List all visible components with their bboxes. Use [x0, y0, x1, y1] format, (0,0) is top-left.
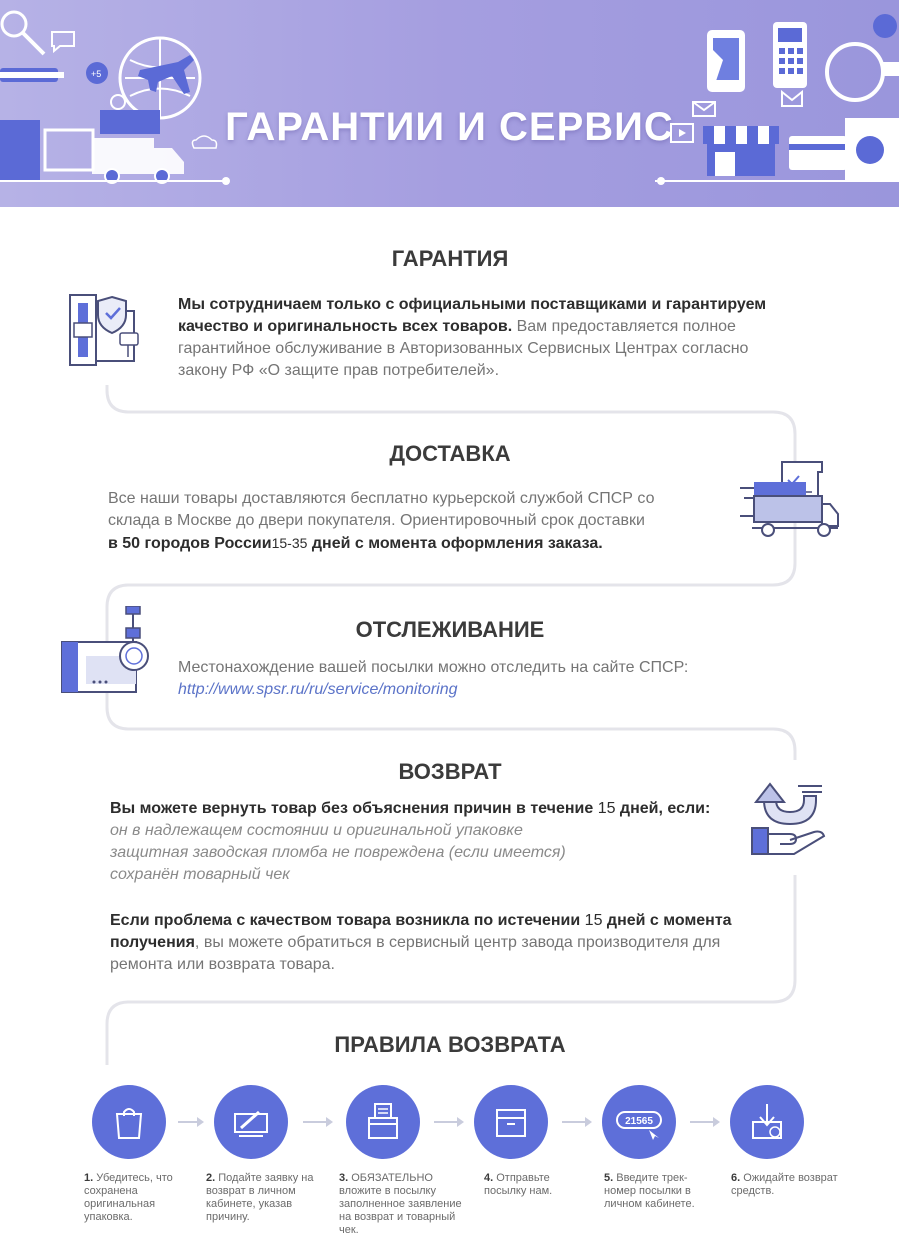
step-4-circle	[474, 1085, 548, 1159]
delivery-days-suffix: дней с момента оформления заказа.	[307, 535, 603, 552]
step-5-caption	[604, 1172, 714, 1211]
warranty-rest-text: Вам предоставляется полное гарантийное обслуживание в Авторизованных Сервисных Центрах согласно закону РФ «О защите прав потребителей».	[178, 318, 749, 379]
parcel-icon	[491, 1102, 531, 1142]
form-pencil-icon	[231, 1102, 271, 1142]
refund-box-icon	[747, 1102, 787, 1142]
step-3-text: ОБЯЗАТЕЛЬНО вложите в посылку заполненное заявление на возврат и товарный чек.	[339, 1172, 462, 1236]
step-1-circle	[92, 1085, 166, 1159]
delivery-days: 15-35	[271, 535, 308, 551]
step-5-number: 5.	[604, 1172, 614, 1184]
tracking-link[interactable]: http://www.spsr.ru/ru/service/monitoring	[178, 681, 458, 698]
section-title-tracking: ОТСЛЕЖИВАНИЕ	[355, 617, 545, 642]
return-lead-end: дней, если:	[615, 800, 711, 817]
step-arrow-5	[690, 1121, 718, 1123]
step-3-circle	[346, 1085, 420, 1159]
step-4-number: 4.	[484, 1172, 494, 1184]
track-number-icon	[619, 1102, 659, 1142]
plus-five-badge: +5	[91, 69, 102, 79]
step-6-text: Ожидайте возврат средств.	[731, 1172, 838, 1197]
section-title-warranty: ГАРАНТИЯ	[391, 246, 509, 271]
return-hand-arrow-icon	[750, 780, 828, 860]
step-1-text: Убедитесь, что сохранена оригинальная упаковка.	[84, 1172, 173, 1223]
step-2-text: Подайте заявку на возврат в личном кабинете, указав причину.	[206, 1172, 314, 1223]
delivery-text	[108, 488, 688, 555]
delivery-cities: в 50 городов России	[108, 535, 272, 552]
step-1-caption	[84, 1172, 189, 1224]
step-arrow-2	[303, 1121, 331, 1123]
step-3-caption	[339, 1172, 467, 1237]
step-2-caption	[206, 1172, 314, 1224]
section-title-return-rules: ПРАВИЛА ВОЗВРАТА	[334, 1032, 566, 1057]
section-title-delivery: ДОСТАВКА	[389, 441, 511, 466]
return-conditions-block	[110, 798, 750, 886]
warranty-shield-icon	[66, 293, 142, 367]
step-3-number: 3.	[339, 1172, 349, 1184]
document-box-icon	[363, 1102, 403, 1142]
step-5-circle	[602, 1085, 676, 1159]
return-lead-start: Вы можете вернуть товар без объяснения причин в течение	[110, 800, 598, 817]
warranty-bold-text: Мы сотрудничаем только с официальными поставщиками и гарантируем качество и оригинальность всех товаров.	[178, 296, 767, 335]
step-arrow-1	[178, 1121, 202, 1123]
return-lead-days: 15	[597, 800, 616, 817]
tracking-description: Местонахождение вашей посылки можно отследить на сайте СПСР:	[178, 659, 689, 676]
tracking-text	[178, 657, 758, 701]
bag-icon	[109, 1102, 149, 1142]
page-title: ГАРАНТИИ И СЕРВИС	[225, 104, 674, 149]
return-quality-start: Если проблема с качеством товара возникла по истечении	[110, 912, 585, 929]
return-condition-1: он в надлежащем состоянии и оригинальной упаковке	[110, 822, 523, 839]
return-lead	[110, 800, 710, 817]
section-title-return: ВОЗВРАТ	[398, 759, 502, 784]
step-5-text: Введите трек-номер посылки в личном кабинете.	[604, 1172, 695, 1210]
warranty-text	[178, 294, 793, 382]
return-quality-days: 15	[584, 912, 603, 929]
return-quality-block	[110, 910, 750, 976]
track-number-text: 21565	[625, 1116, 653, 1127]
return-quality-rest: , вы можете обратиться в сервисный центр завода производителя для ремонта или возврата товара.	[110, 934, 721, 973]
step-1-number: 1.	[84, 1172, 94, 1184]
step-6-caption	[731, 1172, 841, 1198]
step-arrow-3	[434, 1121, 462, 1123]
return-condition-3: сохранён товарный чек	[110, 866, 290, 883]
step-arrow-4	[562, 1121, 590, 1123]
step-6-number: 6.	[731, 1172, 741, 1184]
delivery-main-text: Все наши товары доставляются бесплатно курьерской службой СПСР со склада в Москве до двери покупателя. Ориентировочный срок доставки	[108, 490, 655, 529]
delivery-truck-icon	[738, 458, 840, 540]
step-2-circle	[214, 1085, 288, 1159]
step-4-text: Отправьте посылку нам.	[484, 1172, 553, 1197]
step-6-circle	[730, 1085, 804, 1159]
step-2-number: 2.	[206, 1172, 216, 1184]
return-quality-end: дней с момента получения	[110, 912, 732, 951]
return-condition-2: защитная заводская пломба не повреждена (если имеется)	[110, 844, 566, 861]
tracking-map-pin-icon	[60, 606, 156, 694]
step-4-caption	[484, 1172, 584, 1198]
